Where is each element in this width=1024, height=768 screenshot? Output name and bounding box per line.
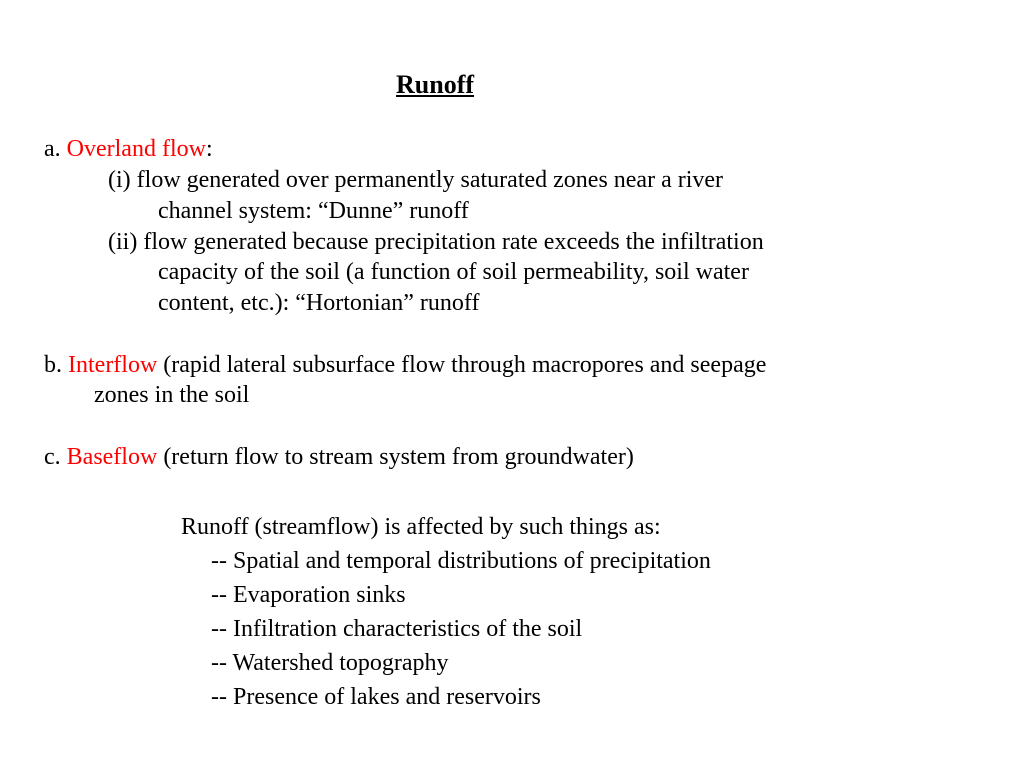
factor-item: -- Evaporation sinks [211,582,406,608]
term-overland-flow: Overland flow [66,136,206,162]
factor-item: -- Spatial and temporal distributions of precipitation [211,548,711,574]
factors-heading: Runoff (streamflow) is affected by such things as: [181,514,661,540]
section-a-suffix: : [205,136,213,162]
section-a-prefix: a. [44,136,67,162]
section-b-prefix: b. [44,352,68,378]
term-interflow: Interflow [68,352,158,378]
factor-item: -- Infiltration characteristics of the soil [211,616,583,642]
section-a-item-i-line2: channel system: “Dunne” runoff [158,198,469,224]
section-c-rest: (return flow to stream system from groundwater) [157,444,634,470]
factor-item: -- Watershed topography [211,650,449,676]
section-a-item-ii-line3: content, etc.): “Hortonian” runoff [158,290,480,316]
section-b-line2: zones in the soil [94,382,250,408]
section-a-item-ii-line2: capacity of the soil (a function of soil permeability, soil water [158,259,749,285]
term-baseflow: Baseflow [66,444,158,470]
section-b-rest-line1: (rapid lateral subsurface flow through macropores and seepage [157,352,767,378]
section-a-item-ii-line1: (ii) flow generated because precipitation rate exceeds the infiltration [108,229,764,255]
factor-item: -- Presence of lakes and reservoirs [211,684,541,710]
section-c-prefix: c. [44,444,67,470]
page-title: Runoff [396,70,475,99]
section-a-heading [44,134,213,164]
section-c-line [44,442,634,472]
section-a-item-i-line1: (i) flow generated over permanently saturated zones near a river [108,167,724,193]
section-b-line1 [44,350,766,380]
